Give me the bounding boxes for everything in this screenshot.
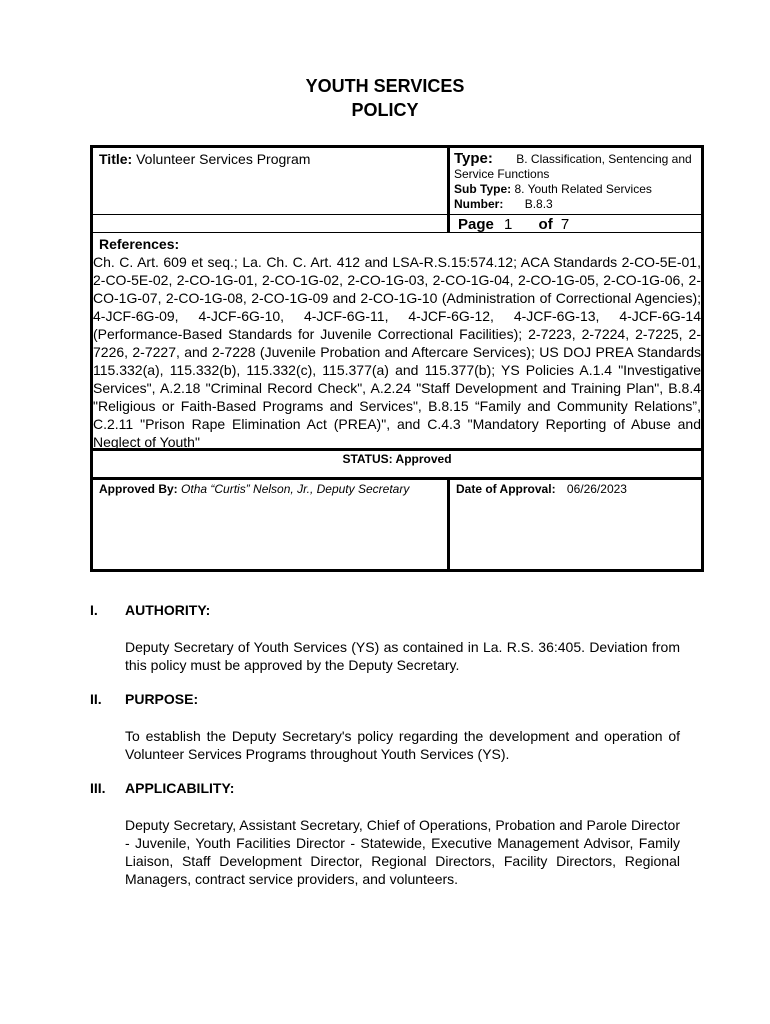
approved-by xyxy=(99,482,409,496)
divider-title xyxy=(93,214,450,215)
title-line-2: POLICY xyxy=(351,100,419,120)
divider-type xyxy=(447,214,701,215)
approved-by-value: Otha “Curtis” Nelson, Jr., Deputy Secretary xyxy=(181,482,410,496)
section-number: II. xyxy=(90,691,102,707)
page-label: Page xyxy=(458,216,494,233)
references-text: Ch. C. Art. 609 et seq.; La. Ch. C. Art. 412 and LSA-R.S.15:574.12; ACA Standards 2-CO-5E-01, 2-CO-5E-02, 2-CO-1G-01, 2-CO-1G-02, 2-CO-1G-03, 2-CO-1G-04, 2-CO-1G-05, 2-CO-1G-06, 2-CO-1G-07, 2-CO-1G-08, 2-CO-1G-09 and 2-CO-1G-10 (Administration of Correctional Agencies); 4-JCF-6G-09, 4-JCF-6G-10, 4-JCF-6G-11, 4-JCF-6G-12, 4-JCF-6G-13, 4-JCF-6G-14 (Performance-Based Standards for Juvenile Correctional Facilities); 2-7223, 2-7224, 2-7225, 2-7226, 2-7227, and 2-7228 (Juvenile Probation and Aftercare Services); US DOJ PREA Standards 115.332(a), 115.332(b), 115.332(c), 115.377(a) and 115.377(b); YS Policies A.1.4 "Investigative Services", A.2.18 "Criminal Record Check", A.2.24 "Staff Development and Training Plan", B.8.4 "Religious or Faith-Based Programs and Services", B.8.15 “Family and Community Relations”, C.2.11 "Prison Rape Elimination Act (PREA)", and C.4.3 "Mandatory Reporting of Abuse and Neglect of Youth" xyxy=(93,254,701,450)
number-value: B.8.3 xyxy=(524,197,553,211)
section-heading: PURPOSE: xyxy=(125,691,199,707)
divider-vertical-top xyxy=(447,148,450,232)
section-number: I. xyxy=(90,602,98,618)
title-label: Title: xyxy=(99,151,133,167)
policy-header-table xyxy=(90,145,704,572)
section-heading: APPLICABILITY: xyxy=(125,780,235,796)
approval-date xyxy=(456,482,627,496)
section-body: To establish the Deputy Secretary's policy regarding the development and operation of Volunteer Services Programs throughout Youth Services (YS). xyxy=(125,728,680,762)
policy-type xyxy=(454,151,699,212)
approval-date-value: 06/26/2023 xyxy=(566,482,627,496)
divider-status xyxy=(93,477,701,480)
policy-title xyxy=(99,151,310,167)
divider-vertical-bottom xyxy=(447,477,450,569)
subtype-value: 8. Youth Related Services xyxy=(514,182,652,196)
section-number: III. xyxy=(90,780,106,796)
status-text: STATUS: Approved xyxy=(342,452,452,466)
title-value: Volunteer Services Program xyxy=(136,151,311,167)
subtype-label: Sub Type: xyxy=(454,182,512,196)
type-value: B. Classification, Sentencing and Service Functions xyxy=(454,152,692,181)
references-label: References: xyxy=(99,236,180,252)
title-line-1: YOUTH SERVICES xyxy=(305,76,465,96)
number-label: Number: xyxy=(454,197,504,211)
approved-by-label: Approved By: xyxy=(99,482,178,496)
page-indicator xyxy=(458,216,569,233)
type-label: Type: xyxy=(454,150,493,167)
page-number: 1 xyxy=(504,216,513,233)
references-block xyxy=(93,235,701,451)
page-total: 7 xyxy=(560,216,570,233)
divider-page xyxy=(93,232,701,233)
of-label: of xyxy=(538,216,553,233)
approval-date-label: Date of Approval: xyxy=(456,482,556,496)
section-body: Deputy Secretary of Youth Services (YS) as contained in La. R.S. 36:405. Deviation from this policy must be approved by the Deputy Secretary. xyxy=(125,639,680,673)
section-body: Deputy Secretary, Assistant Secretary, Chief of Operations, Probation and Parole Director - Juvenile, Youth Facilities Director - Statewide, Executive Management Advisor, Family Liaison, Staff Development Director, Regional Directors, Facility Directors, Regional Managers, contract service providers, and volunteers. xyxy=(125,817,680,887)
section-heading: AUTHORITY: xyxy=(125,602,211,618)
document-title xyxy=(0,74,770,122)
